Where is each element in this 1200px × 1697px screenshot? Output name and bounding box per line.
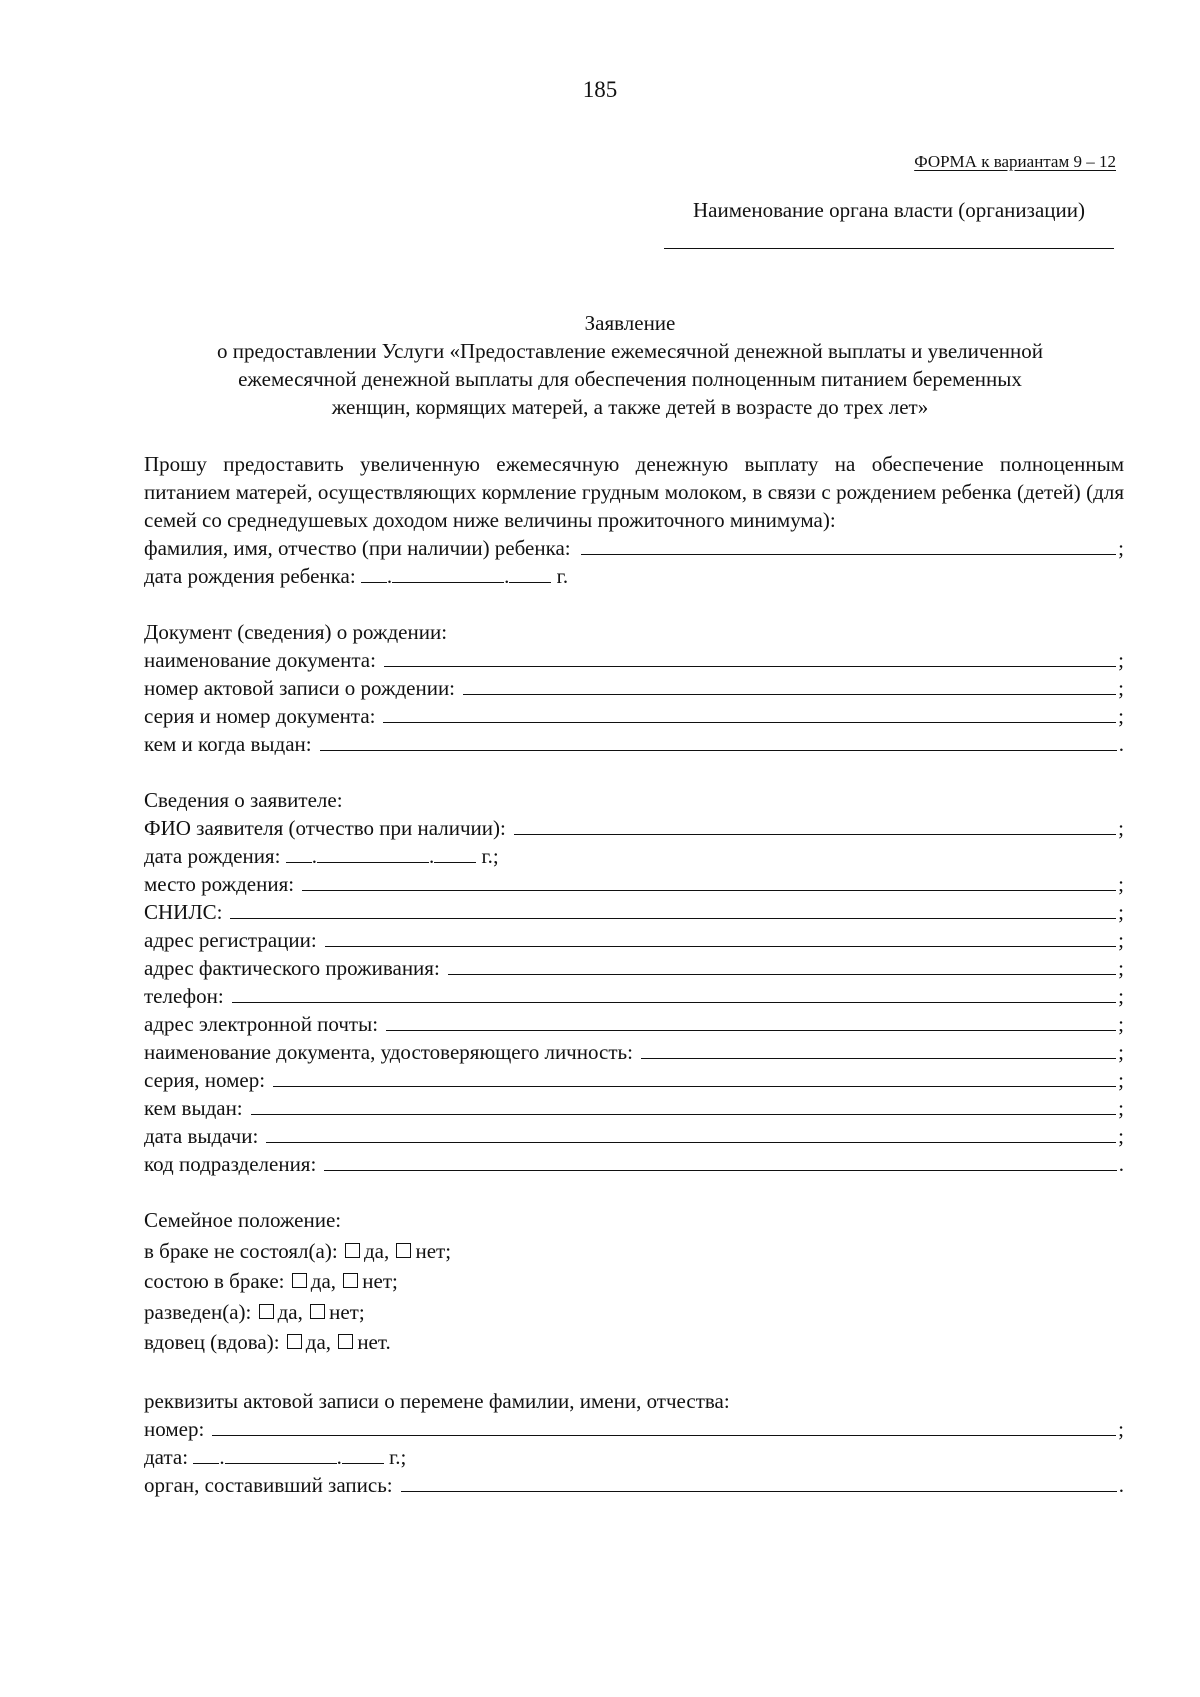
row-terminator: ; [1118,1012,1124,1036]
registration-address-label: адрес регистрации: [144,928,317,952]
row-terminator: . [1118,732,1124,756]
name-change-authority-row [144,1471,1124,1499]
name-change-date-label: дата: [144,1444,189,1469]
row-terminator: ; [1118,1068,1124,1092]
checkbox-yes[interactable] [287,1334,302,1349]
row-terminator: . [1118,1152,1124,1176]
birthplace-label: место рождения: [144,872,295,896]
checkbox-yes[interactable] [292,1273,307,1288]
row-terminator: ; [1118,648,1124,672]
child-birthdate-row: дата рождения ребенка: . . г. [144,564,569,588]
year-suffix: г.; [389,1444,407,1469]
snils-field[interactable] [230,898,1116,919]
division-code-label: код подразделения: [144,1152,317,1176]
id-issuer-field[interactable] [251,1094,1117,1115]
applicant-fio-row [144,814,1124,842]
organization-name-field[interactable] [664,248,1114,249]
checkbox-yes[interactable] [259,1304,274,1319]
name-change-day-field[interactable] [193,1443,219,1464]
checkbox-yes-label: да, [305,1330,332,1354]
birth-doc-field-row [144,674,1124,702]
applicant-birth-month-field[interactable] [317,842,429,863]
phone-field[interactable] [232,982,1116,1003]
year-suffix: г. [556,564,569,588]
name-change-year-field[interactable] [342,1443,384,1464]
registration-address-field[interactable] [325,926,1116,947]
birth-doc-field-row [144,646,1124,674]
applicant-fio-label: ФИО заявителя (отчество при наличии): [144,816,506,840]
year-suffix: г.; [481,844,499,868]
id-document-label: наименование документа, удостоверяющего личность: [144,1040,633,1064]
actual-address-label: адрес фактического проживания: [144,956,440,980]
name-change-authority-field[interactable] [401,1471,1117,1492]
child-fio-label: фамилия, имя, отчество (при наличии) ребенка: [144,536,571,560]
marital-option-label: состою в браке: [144,1269,285,1293]
row-terminator: ; [1118,1416,1124,1441]
title-line: ежемесячной денежной выплаты для обеспечения полноценным питанием беременных [238,367,1022,391]
name-change-date-row: дата: . . г.; [144,1444,407,1469]
row-terminator: ; [1118,956,1124,980]
checkbox-no-label: нет; [362,1269,398,1293]
title-line: о предоставлении Услуги «Предоставление ежемесячной денежной выплаты и увеличенной [217,339,1043,363]
request-paragraph: Прошу предоставить увеличенную ежемесячную денежную выплату на обеспечение полноценным питанием матерей, осуществляющих кормление грудным молоком, в связи с рождением ребенка (детей) (для семей со среднедушевых доходом ниже величины прожиточного минимума): [144,452,1124,532]
id-document-field[interactable] [641,1038,1116,1059]
checkbox-no-label: нет; [415,1238,452,1263]
name-change-authority-label: орган, составивший запись: [144,1472,393,1497]
row-terminator: ; [1118,704,1124,728]
row-terminator: ; [1118,816,1124,840]
name-change-heading: реквизиты актовой записи о перемене фамилии, имени, отчества: [144,1388,730,1413]
applicant-field-row [144,1150,1124,1178]
child-birth-year-field[interactable] [509,562,551,583]
checkbox-no[interactable] [338,1334,353,1349]
checkbox-no[interactable] [310,1304,325,1319]
name-change-month-field[interactable] [225,1443,337,1464]
form-variant-label: ФОРМА к вариантам 9 – 12 [914,152,1116,171]
birth-doc-name-label: наименование документа: [144,648,376,672]
applicant-field-row [144,870,1124,898]
marital-option-row [144,1328,1124,1359]
organization-block [660,196,1118,224]
checkbox-no-label: нет. [357,1330,391,1354]
applicant-birthdate-row: дата рождения: . . г.; [144,844,499,868]
marital-option-row [144,1237,1124,1268]
applicant-field-row [144,1066,1124,1094]
child-birth-day-field[interactable] [361,562,387,583]
applicant-field-row [144,954,1124,982]
checkbox-no[interactable] [343,1273,358,1288]
id-issuer-label: кем выдан: [144,1096,243,1120]
child-birthdate-label: дата рождения ребенка: [144,564,356,588]
applicant-field-row [144,1038,1124,1066]
row-terminator: ; [1118,1040,1124,1064]
row-terminator: ; [1118,984,1124,1008]
phone-label: телефон: [144,984,224,1008]
child-fio-field[interactable] [581,534,1117,555]
applicant-field-row [144,982,1124,1010]
organization-label: Наименование органа власти (организации) [693,198,1085,222]
applicant-field-row [144,1122,1124,1150]
row-terminator: ; [1118,536,1124,560]
id-series-label: серия, номер: [144,1068,266,1092]
id-issue-date-field[interactable] [266,1122,1116,1143]
title-line: Заявление [584,311,676,335]
applicant-field-row [144,898,1124,926]
row-terminator: ; [1118,1124,1124,1148]
marital-option-label: в браке не состоял(а): [144,1238,338,1263]
applicant-birth-day-field[interactable] [286,842,312,863]
birth-doc-issuer-label: кем и когда выдан: [144,732,312,756]
child-birth-month-field[interactable] [392,562,504,583]
division-code-field[interactable] [324,1150,1116,1171]
name-change-number-field[interactable] [212,1415,1116,1436]
birth-record-number-field[interactable] [463,674,1116,695]
birth-doc-name-field[interactable] [384,646,1116,667]
birthplace-field[interactable] [302,870,1116,891]
actual-address-field[interactable] [448,954,1116,975]
id-issue-date-label: дата выдачи: [144,1124,259,1148]
checkbox-yes-label: да, [277,1299,303,1324]
page-number: 185 [582,77,618,102]
email-field[interactable] [386,1010,1116,1031]
row-terminator: ; [1118,928,1124,952]
birth-doc-field-row [144,730,1124,758]
row-terminator: ; [1118,900,1124,924]
birth-doc-heading: Документ (сведения) о рождении: [144,620,448,644]
email-label: адрес электронной почты: [144,1012,379,1036]
row-terminator: ; [1118,1096,1124,1120]
applicant-field-row [144,1094,1124,1122]
marital-option-row [144,1298,1124,1329]
application-title [140,309,1120,421]
birth-doc-issuer-field[interactable] [320,730,1117,751]
checkbox-yes-label: да, [363,1238,390,1263]
marital-option-label: разведен(а): [144,1299,252,1324]
applicant-field-row [144,1010,1124,1038]
checkbox-yes[interactable] [345,1243,360,1258]
marital-option-row [144,1267,1124,1298]
applicant-birth-year-field[interactable] [434,842,476,863]
checkbox-yes-label: да, [310,1269,337,1293]
birth-doc-series-label: серия и номер документа: [144,704,376,728]
name-change-number-label: номер: [144,1416,205,1441]
birth-doc-field-row [144,702,1124,730]
form-body [144,450,1124,1499]
checkbox-no[interactable] [396,1243,411,1258]
applicant-field-row [144,926,1124,954]
applicant-heading: Сведения о заявителе: [144,788,343,812]
applicant-birthdate-label: дата рождения: [144,844,281,868]
marital-heading: Семейное положение: [144,1208,342,1232]
id-series-field[interactable] [273,1066,1116,1087]
child-fio-row [144,534,1124,562]
row-terminator: . [1118,1472,1124,1497]
marital-option-label: вдовец (вдова): [144,1330,280,1354]
row-terminator: ; [1118,872,1124,896]
title-line: женщин, кормящих матерей, а также детей в возрасте до трех лет» [331,395,929,419]
birth-doc-series-field[interactable] [383,702,1116,723]
checkbox-no-label: нет; [329,1299,365,1324]
name-change-number-row [144,1415,1124,1443]
row-terminator: ; [1118,676,1124,700]
snils-label: СНИЛС: [144,900,223,924]
applicant-fio-field[interactable] [514,814,1116,835]
birth-record-number-label: номер актовой записи о рождении: [144,676,456,700]
